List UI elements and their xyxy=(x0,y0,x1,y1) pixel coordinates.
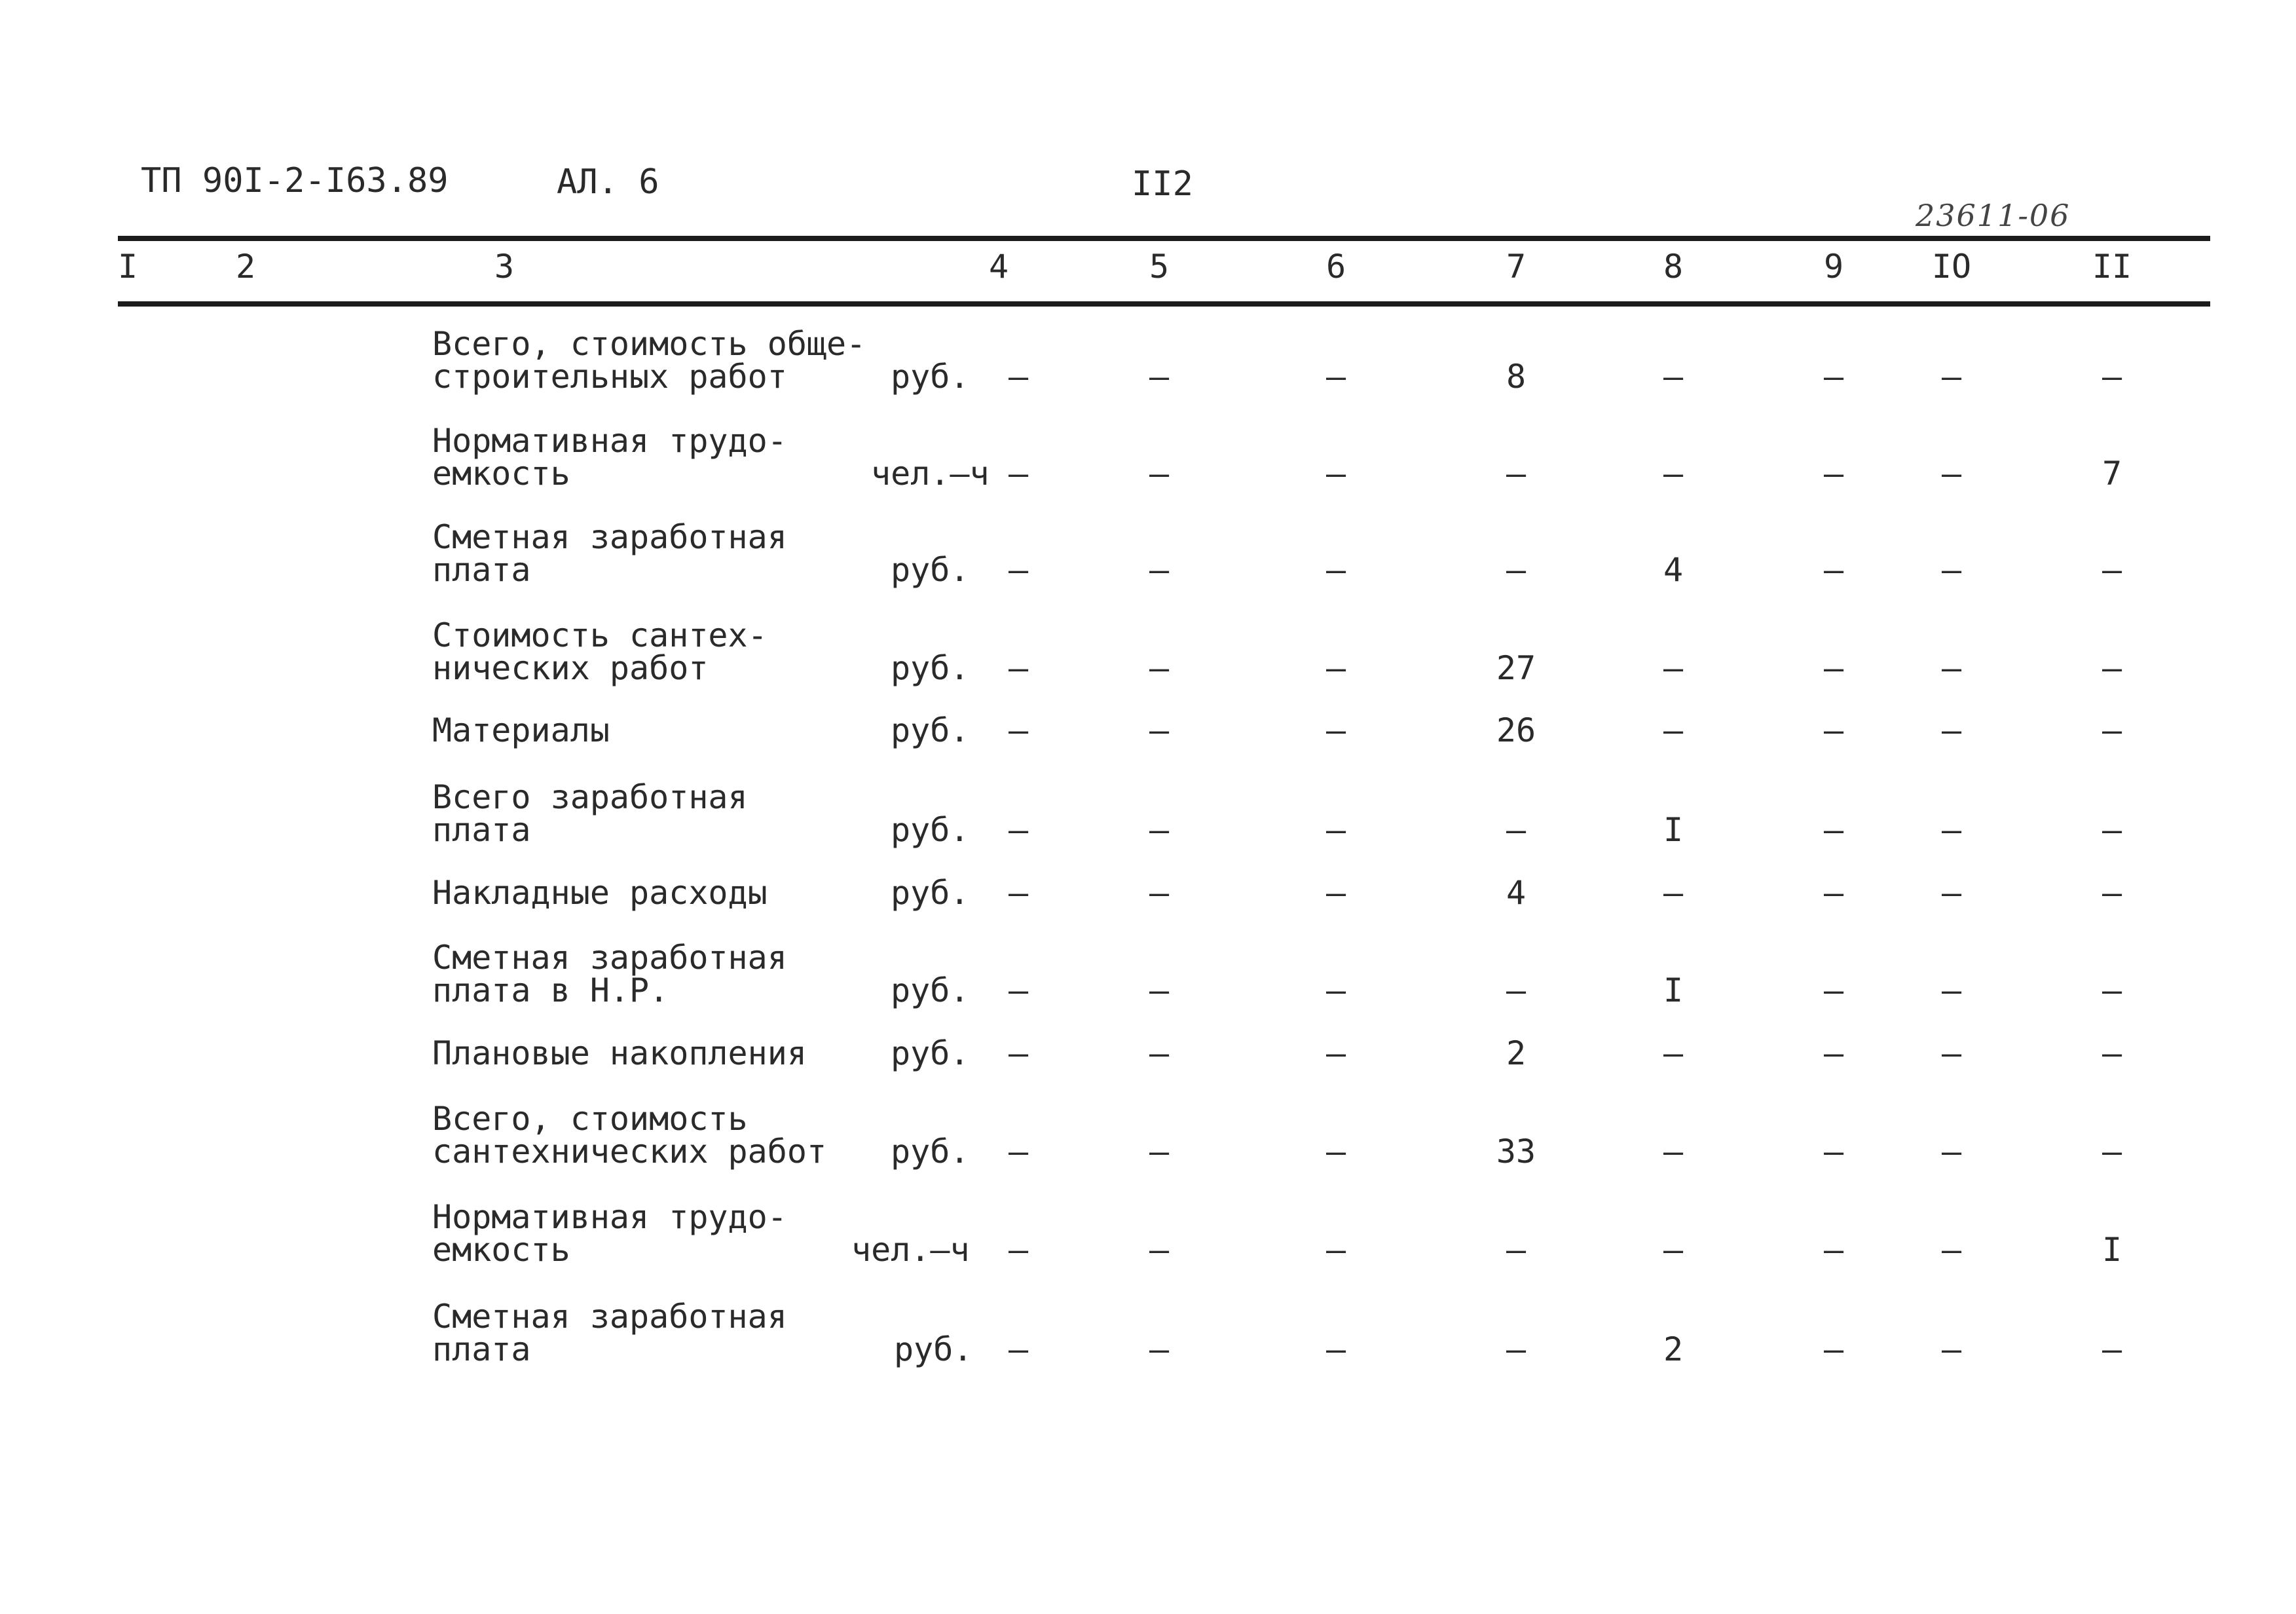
row-value-col-4: – xyxy=(1008,971,1029,1009)
row-value-col-10: – xyxy=(1941,811,1962,849)
column-number-6: 6 xyxy=(1325,248,1346,286)
row-value-col-9: – xyxy=(1823,551,1844,589)
row-description: Всего, стоимость сантехнических работ xyxy=(432,1100,827,1171)
row-description: Стоимость сантех- нических работ xyxy=(432,616,768,687)
row-value-col-5: – xyxy=(1149,1330,1170,1368)
row-value-col-11: 7 xyxy=(2102,455,2122,493)
row-value-col-4: – xyxy=(1008,551,1029,589)
row-value-col-10: – xyxy=(1941,358,1962,396)
row-value-col-9: – xyxy=(1823,971,1844,1009)
column-number-3: 3 xyxy=(494,248,515,286)
row-unit: руб. xyxy=(894,1330,973,1368)
row-value-col-6: – xyxy=(1325,711,1346,749)
row-value-col-7: – xyxy=(1506,811,1527,849)
row-value-col-10: – xyxy=(1941,971,1962,1009)
row-value-col-9: – xyxy=(1823,358,1844,396)
row-value-col-9: – xyxy=(1823,811,1844,849)
row-value-col-7: – xyxy=(1506,971,1527,1009)
row-description: Сметная заработная плата в Н.Р. xyxy=(432,939,787,1009)
row-value-col-5: – xyxy=(1149,455,1170,493)
row-value-col-9: – xyxy=(1823,1231,1844,1269)
row-value-col-10: – xyxy=(1941,1231,1962,1269)
row-value-col-11: – xyxy=(2102,874,2122,912)
row-value-col-10: – xyxy=(1941,711,1962,749)
row-value-col-4: – xyxy=(1008,1133,1029,1171)
row-value-col-7: – xyxy=(1506,1330,1527,1368)
row-value-col-6: – xyxy=(1325,1133,1346,1171)
row-value-col-7: 26 xyxy=(1496,711,1536,749)
row-value-col-4: – xyxy=(1008,811,1029,849)
row-value-col-8: – xyxy=(1663,1034,1684,1072)
row-value-col-8: – xyxy=(1663,358,1684,396)
row-value-col-5: – xyxy=(1149,874,1170,912)
row-unit: руб. xyxy=(891,811,970,849)
album-number: АЛ. 6 xyxy=(557,162,659,202)
row-value-col-4: – xyxy=(1008,1330,1029,1368)
row-value-col-10: – xyxy=(1941,1330,1962,1368)
row-description: Сметная заработная плата xyxy=(432,518,787,589)
row-value-col-10: – xyxy=(1941,455,1962,493)
row-value-col-6: – xyxy=(1325,1231,1346,1269)
row-unit: руб. xyxy=(891,971,970,1009)
table-header-rule xyxy=(118,301,2210,307)
row-value-col-4: – xyxy=(1008,874,1029,912)
row-value-col-4: – xyxy=(1008,455,1029,493)
row-unit: руб. xyxy=(891,358,970,396)
row-value-col-5: – xyxy=(1149,358,1170,396)
row-value-col-11: – xyxy=(2102,358,2122,396)
row-description: Сметная заработная плата xyxy=(432,1298,787,1368)
row-description: Плановые накопления xyxy=(432,1034,807,1072)
row-value-col-7: – xyxy=(1506,551,1527,589)
row-value-col-6: – xyxy=(1325,971,1346,1009)
row-value-col-6: – xyxy=(1325,455,1346,493)
row-value-col-7: 4 xyxy=(1506,874,1527,912)
row-value-col-10: – xyxy=(1941,551,1962,589)
row-value-col-8: – xyxy=(1663,649,1684,687)
row-value-col-9: – xyxy=(1823,649,1844,687)
row-unit: чел.–ч xyxy=(871,455,990,493)
row-value-col-7: – xyxy=(1506,1231,1527,1269)
row-value-col-6: – xyxy=(1325,551,1346,589)
row-value-col-6: – xyxy=(1325,358,1346,396)
row-value-col-4: – xyxy=(1008,649,1029,687)
row-value-col-8: I xyxy=(1663,811,1684,849)
row-value-col-4: – xyxy=(1008,1231,1029,1269)
row-value-col-5: – xyxy=(1149,811,1170,849)
handwritten-number: 23611-06 xyxy=(1916,198,2071,233)
row-value-col-6: – xyxy=(1325,874,1346,912)
row-value-col-11: – xyxy=(2102,711,2122,749)
column-number-9: 9 xyxy=(1823,248,1844,286)
column-number-4: 4 xyxy=(988,248,1009,286)
column-number-7: 7 xyxy=(1506,248,1527,286)
row-value-col-5: – xyxy=(1149,711,1170,749)
document-code: ТП 90I-2-I63.89 xyxy=(141,161,449,200)
row-description: Нормативная трудо- емкость xyxy=(432,1198,787,1269)
column-number-11: II xyxy=(2092,248,2132,286)
row-value-col-10: – xyxy=(1941,874,1962,912)
row-value-col-11: – xyxy=(2102,811,2122,849)
row-value-col-8: 2 xyxy=(1663,1330,1684,1368)
row-value-col-9: – xyxy=(1823,711,1844,749)
row-value-col-9: – xyxy=(1823,1034,1844,1072)
row-value-col-8: 4 xyxy=(1663,551,1684,589)
row-value-col-5: – xyxy=(1149,1034,1170,1072)
column-number-2: 2 xyxy=(235,248,256,286)
row-value-col-11: – xyxy=(2102,1133,2122,1171)
row-value-col-10: – xyxy=(1941,649,1962,687)
row-unit: руб. xyxy=(891,711,970,749)
row-value-col-5: – xyxy=(1149,1133,1170,1171)
row-value-col-4: – xyxy=(1008,358,1029,396)
row-value-col-9: – xyxy=(1823,1330,1844,1368)
row-unit: чел.–ч xyxy=(851,1231,970,1269)
row-value-col-8: – xyxy=(1663,711,1684,749)
row-unit: руб. xyxy=(891,1034,970,1072)
row-value-col-9: – xyxy=(1823,1133,1844,1171)
column-number-5: 5 xyxy=(1149,248,1170,286)
row-value-col-7: 27 xyxy=(1496,649,1536,687)
row-value-col-8: I xyxy=(1663,971,1684,1009)
row-value-col-5: – xyxy=(1149,551,1170,589)
page-number: II2 xyxy=(1132,164,1193,204)
row-description: Нормативная трудо- емкость xyxy=(432,422,787,493)
column-number-1: I xyxy=(117,248,138,286)
row-value-col-7: 2 xyxy=(1506,1034,1527,1072)
row-value-col-6: – xyxy=(1325,811,1346,849)
row-value-col-6: – xyxy=(1325,1034,1346,1072)
row-value-col-5: – xyxy=(1149,649,1170,687)
row-value-col-8: – xyxy=(1663,874,1684,912)
row-value-col-6: – xyxy=(1325,1330,1346,1368)
row-description: Всего заработная плата xyxy=(432,778,748,849)
row-value-col-11: – xyxy=(2102,551,2122,589)
row-value-col-7: 8 xyxy=(1506,358,1527,396)
row-value-col-10: – xyxy=(1941,1034,1962,1072)
row-value-col-11: – xyxy=(2102,649,2122,687)
row-description: Материалы xyxy=(432,711,610,749)
column-number-8: 8 xyxy=(1663,248,1684,286)
row-value-col-8: – xyxy=(1663,1133,1684,1171)
row-value-col-5: – xyxy=(1149,971,1170,1009)
row-value-col-4: – xyxy=(1008,1034,1029,1072)
row-value-col-9: – xyxy=(1823,455,1844,493)
row-value-col-9: – xyxy=(1823,874,1844,912)
table-top-rule xyxy=(118,236,2210,241)
row-unit: руб. xyxy=(891,551,970,589)
row-value-col-8: – xyxy=(1663,455,1684,493)
row-value-col-11: – xyxy=(2102,1034,2122,1072)
row-unit: руб. xyxy=(891,874,970,912)
row-description: Накладные расходы xyxy=(432,874,768,912)
row-value-col-7: – xyxy=(1506,455,1527,493)
row-unit: руб. xyxy=(891,1133,970,1171)
row-value-col-11: I xyxy=(2102,1231,2122,1269)
column-number-10: IO xyxy=(1931,248,1972,286)
row-value-col-10: – xyxy=(1941,1133,1962,1171)
row-value-col-6: – xyxy=(1325,649,1346,687)
row-value-col-11: – xyxy=(2102,1330,2122,1368)
row-value-col-7: 33 xyxy=(1496,1133,1536,1171)
row-value-col-8: – xyxy=(1663,1231,1684,1269)
row-value-col-4: – xyxy=(1008,711,1029,749)
row-value-col-11: – xyxy=(2102,971,2122,1009)
row-value-col-5: – xyxy=(1149,1231,1170,1269)
row-unit: руб. xyxy=(891,649,970,687)
row-description: Всего, стоимость обще- строительных работ xyxy=(432,325,866,396)
